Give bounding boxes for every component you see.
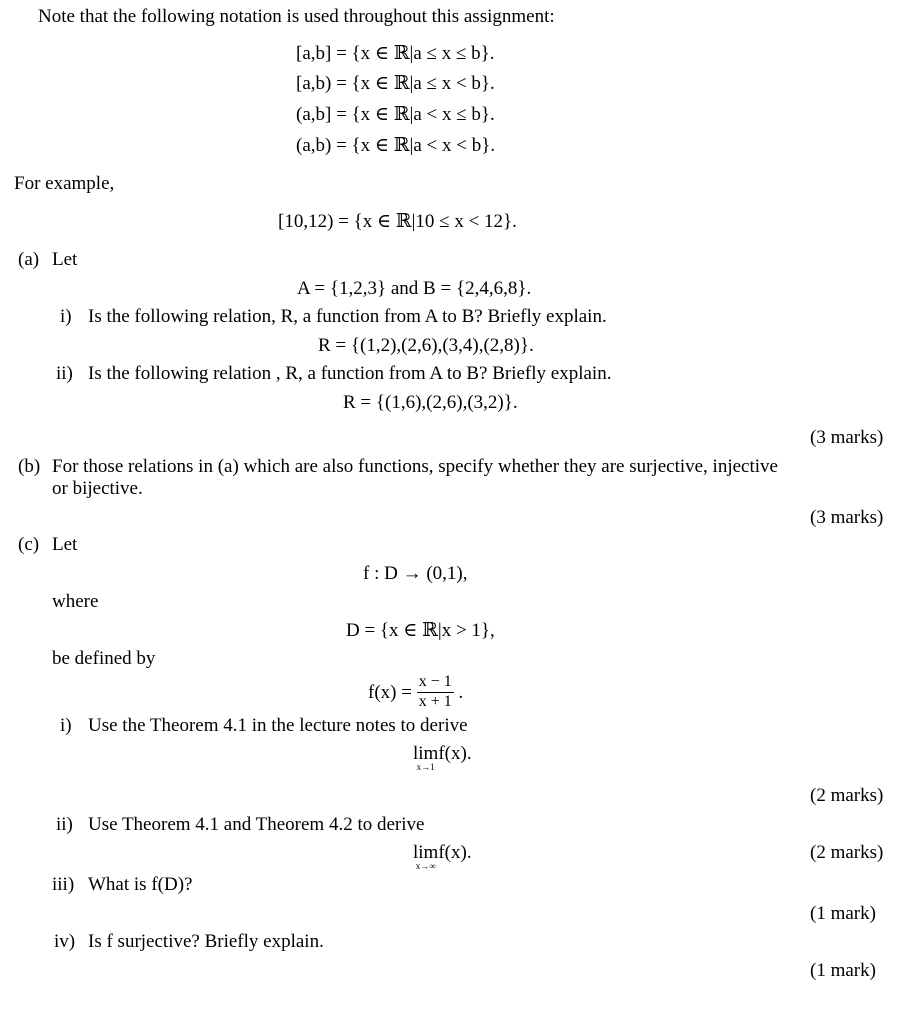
- intro-note: Note that the following notation is used throughout this assignment:: [38, 6, 555, 27]
- notation-closed: [a,b] = {x ∈ ℝ|a ≤ x ≤ b}.: [296, 43, 495, 64]
- part-b-marks: (3 marks): [810, 507, 884, 528]
- part-a-q1-relation: R = {(1,2),(2,6),(3,4),(2,8)}.: [318, 335, 534, 356]
- part-a-q2-relation: R = {(1,6),(2,6),(3,2)}.: [343, 392, 518, 413]
- part-c-q2-limit: [413, 843, 472, 871]
- part-a-q1-text: Is the following relation, R, a function from A to B? Briefly explain.: [88, 306, 607, 327]
- part-a-label: (a): [18, 249, 40, 270]
- notation-open: (a,b) = {x ∈ ℝ|a < x < b}.: [296, 135, 496, 156]
- part-b-text-line1: For those relations in (a) which are also functions, specify whether they are surjective, injective: [52, 456, 778, 477]
- limit-operator: [413, 744, 438, 772]
- part-c-let: Let: [52, 534, 78, 555]
- part-b-label: (b): [18, 456, 41, 477]
- part-c-q4-number: iv): [54, 931, 76, 952]
- part-c-label: (c): [18, 534, 40, 555]
- example-interval: [10,12) = {x ∈ ℝ|10 ≤ x < 12}.: [278, 211, 517, 232]
- limit-expression: f(x).: [438, 743, 472, 764]
- part-c-function-definition: [368, 674, 463, 711]
- limit-word: lim: [413, 842, 439, 863]
- part-a-marks: (3 marks): [810, 427, 884, 448]
- limit-subscript: x→1: [416, 762, 435, 772]
- part-c-q1-text: Use the Theorem 4.1 in the lecture notes to derive: [88, 715, 468, 736]
- function-lhs: f(x) =: [368, 681, 412, 703]
- part-c-q2-text: Use Theorem 4.1 and Theorem 4.2 to derive: [88, 814, 425, 835]
- part-c-q4-marks: (1 mark): [810, 960, 876, 981]
- limit-word: lim: [413, 743, 439, 764]
- part-c-q4-text: Is f surjective? Briefly explain.: [88, 931, 324, 952]
- limit-expression: f(x).: [438, 842, 472, 863]
- part-c-q3-marks: (1 mark): [810, 903, 876, 924]
- part-c-q3-text: What is f(D)?: [88, 874, 193, 895]
- limit-operator: [413, 843, 438, 871]
- part-c-q3-number: iii): [52, 874, 75, 895]
- notation-half-open-right: [a,b) = {x ∈ ℝ|a ≤ x < b}.: [296, 73, 495, 94]
- part-a-sets: A = {1,2,3} and B = {2,4,6,8}.: [297, 278, 532, 299]
- part-a-q2-number: ii): [56, 363, 73, 384]
- part-a-let: Let: [52, 249, 78, 270]
- part-c-q2-number: ii): [56, 814, 73, 835]
- part-b-text-line2: or bijective.: [52, 478, 143, 499]
- part-c-q1-marks: (2 marks): [810, 785, 884, 806]
- function-end: .: [458, 681, 464, 703]
- part-c-defined-by: be defined by: [52, 648, 156, 669]
- part-c-domain: D = {x ∈ ℝ|x > 1},: [346, 620, 495, 641]
- fraction-denominator: x + 1: [418, 692, 452, 710]
- part-c-q1-number: i): [60, 715, 72, 736]
- part-a-q1-number: i): [60, 306, 72, 327]
- part-c-q2-marks: (2 marks): [810, 842, 884, 863]
- limit-subscript: x→∞: [415, 861, 436, 871]
- example-label: For example,: [14, 173, 115, 194]
- function-fraction: [417, 674, 454, 711]
- part-a-q2-text: Is the following relation , R, a function from A to B? Briefly explain.: [88, 363, 612, 384]
- part-c-map: f : D → (0,1),: [363, 563, 468, 584]
- notation-half-open-left: (a,b] = {x ∈ ℝ|a < x ≤ b}.: [296, 104, 495, 125]
- part-c-where: where: [52, 591, 99, 612]
- part-c-q1-limit: [413, 744, 472, 772]
- fraction-numerator: x − 1: [417, 674, 454, 693]
